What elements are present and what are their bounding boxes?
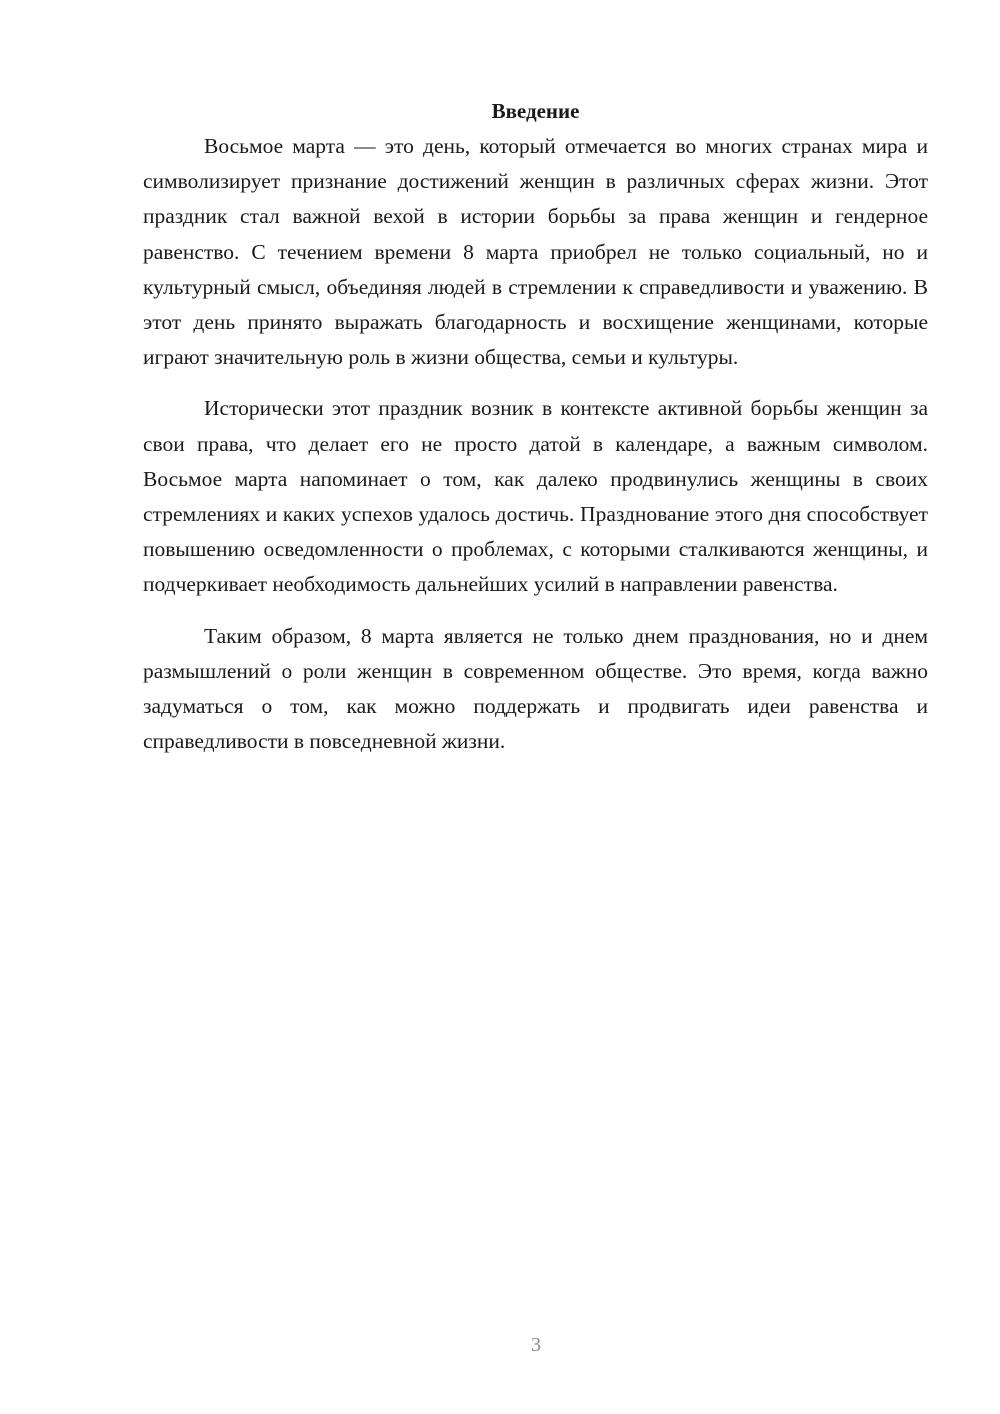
page-content: [143, 94, 928, 759]
section-heading: Введение: [491, 99, 580, 123]
paragraph-3: Таким образом, 8 марта является не только днем празднования, но и днем размышлений о роли женщин в современном обществе. Это время, когда важно задуматься о том, как можно поддержать и продвигать идеи равенства и справедливости в повседневной жизни.: [143, 623, 928, 754]
page-number: 3: [531, 1334, 541, 1356]
paragraph-1: Восьмое марта — это день, который отмечается во многих странах мира и символизирует признание достижений женщин в различных сферах жизни. Этот праздник стал важной вехой в истории борьбы за права женщин и гендерное равенство. С течением времени 8 марта приобрел не только социальный, но и культурный смысл, объединяя людей в стремлении к справедливости и уважению. В этот день принято выражать благодарность и восхищение женщинами, которые играют значительную роль в жизни общества, семьи и культуры.: [143, 134, 928, 370]
paragraph-2: Исторически этот праздник возник в контексте активной борьбы женщин за свои права, что делает его не просто датой в календаре, а важным символом. Восьмое марта напоминает о том, как далеко продвинулись женщины в своих стремлениях и каких успехов удалось достичь. Празднование этого дня способствует повышению осведомленности о проблемах, с которыми сталкиваются женщины, и подчеркивает необходимость дальнейших усилий в направлении равенства.: [143, 396, 928, 597]
